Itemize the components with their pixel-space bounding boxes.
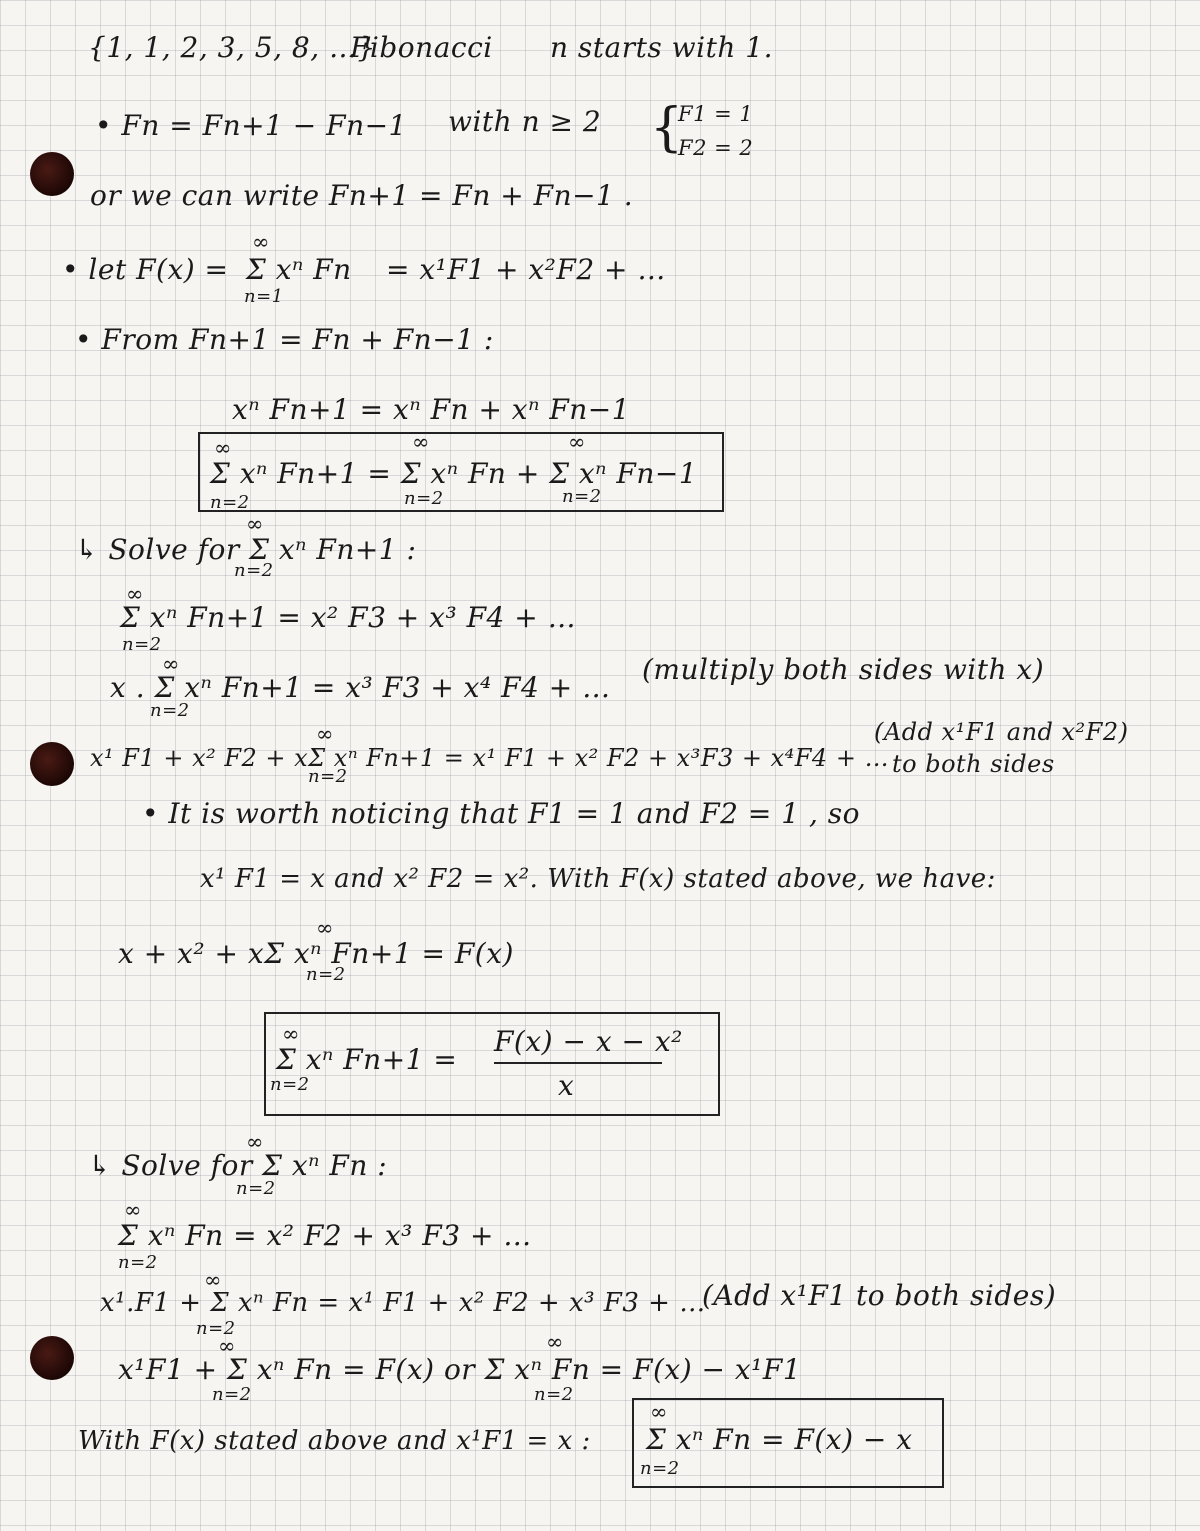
gf-expansion: = x¹F1 + x²F2 + … — [386, 253, 666, 286]
recurrence-condition: with n ≥ 2 — [448, 105, 602, 138]
s2-l3-lower-1: n=2 — [212, 1384, 252, 1405]
s1-line-3-note-1: (Add x¹F1 and x²F2) — [874, 718, 1129, 746]
s1-line-3-note-2: to both sides — [892, 750, 1055, 778]
s1-line-2-note: (multiply both sides with x) — [642, 653, 1045, 686]
s1-line-6: x + x² + xΣ xⁿ Fn+1 = F(x) — [118, 937, 514, 970]
s2-line-1: Σ xⁿ Fn = x² F2 + x³ F3 + … — [118, 1219, 532, 1252]
s2-l3-lower-2: n=2 — [534, 1384, 574, 1405]
s1-l6-lower: n=2 — [306, 964, 346, 985]
gf-sum-upper: ∞ — [252, 230, 270, 254]
s2-line-4: With F(x) stated above and x¹F1 = x : — [78, 1426, 591, 1456]
box1-lower-2: n=2 — [404, 488, 444, 509]
solve-for-heading-2: ↳ Solve for Σ xⁿ Fn : — [88, 1149, 388, 1182]
punch-hole — [30, 742, 74, 786]
s1-l1-upper: ∞ — [126, 582, 144, 606]
s2-l2-lower: n=2 — [196, 1318, 236, 1339]
fibonacci-set: {1, 1, 2, 3, 5, 8, …} — [88, 31, 376, 64]
s1-l2-upper: ∞ — [162, 652, 180, 676]
box3-upper: ∞ — [650, 1400, 668, 1424]
box2-upper: ∞ — [282, 1022, 300, 1046]
s1-l2-lower: n=2 — [150, 700, 190, 721]
s2-l1-upper: ∞ — [124, 1198, 142, 1222]
punch-hole — [30, 1336, 74, 1380]
s2-line-3: x¹F1 + Σ xⁿ Fn = F(x) or Σ xⁿ Fn = F(x) − x¹F1 — [118, 1353, 802, 1386]
s1-l1-lower: n=2 — [122, 634, 162, 655]
s1-head-upper: ∞ — [246, 512, 264, 536]
s2-head-upper: ∞ — [246, 1130, 264, 1154]
fibonacci-word: Fibonacci — [350, 31, 493, 64]
box2-denominator: x — [558, 1069, 575, 1102]
s2-l3-upper-1: ∞ — [218, 1334, 236, 1358]
box3-equation: Σ xⁿ Fn = F(x) − x — [646, 1423, 913, 1456]
box1-lower-3: n=2 — [562, 486, 602, 507]
s1-line-4: • It is worth noticing that F1 = 1 and F2 = 1 , so — [142, 797, 860, 830]
gf-sum-lower: n=1 — [244, 286, 284, 307]
initial-brace: { — [650, 98, 684, 158]
initial-f2: F2 = 2 — [678, 136, 754, 160]
box2-fraction-bar — [494, 1062, 662, 1064]
gf-let: • let F(x) = — [62, 253, 229, 286]
multiplied-recurrence: xⁿ Fn+1 = xⁿ Fn + xⁿ Fn−1 — [232, 393, 631, 426]
recurrence-eq: • Fn = Fn+1 − Fn−1 — [95, 109, 407, 142]
box1-equation: Σ xⁿ Fn+1 = Σ xⁿ Fn + Σ xⁿ Fn−1 — [210, 457, 698, 490]
s1-l3-upper: ∞ — [316, 722, 334, 746]
box1-lower-1: n=2 — [210, 492, 250, 513]
box1-upper-3: ∞ — [568, 430, 586, 454]
s2-l3-upper-2: ∞ — [546, 1330, 564, 1354]
s1-l6-upper: ∞ — [316, 916, 334, 940]
s2-line-2: x¹.F1 + Σ xⁿ Fn = x¹ F1 + x² F2 + x³ F3 + … — [100, 1288, 706, 1318]
box1-upper-1: ∞ — [214, 436, 232, 460]
s1-head-lower: n=2 — [234, 560, 274, 581]
box1-upper-2: ∞ — [412, 430, 430, 454]
punch-hole — [30, 152, 74, 196]
s2-head-lower: n=2 — [236, 1178, 276, 1199]
s1-l3-lower: n=2 — [308, 766, 348, 787]
s1-line-1: Σ xⁿ Fn+1 = x² F3 + x³ F4 + … — [120, 601, 577, 634]
box3-lower: n=2 — [640, 1458, 680, 1479]
initial-f1: F1 = 1 — [678, 102, 754, 126]
solve-for-heading-1: ↳ Solve for Σ xⁿ Fn+1 : — [75, 533, 417, 566]
s2-line-2-note: (Add x¹F1 to both sides) — [702, 1279, 1057, 1312]
box2-lower: n=2 — [270, 1074, 310, 1095]
box2-lhs: Σ xⁿ Fn+1 = — [276, 1043, 458, 1076]
s2-l1-lower: n=2 — [118, 1252, 158, 1273]
s1-line-5: x¹ F1 = x and x² F2 = x². With F(x) stated above, we have: — [200, 864, 996, 894]
s1-line-2: x . Σ xⁿ Fn+1 = x³ F3 + x⁴ F4 + … — [110, 671, 611, 704]
index-note: n starts with 1. — [550, 31, 773, 64]
recurrence-rewrite: or we can write Fn+1 = Fn + Fn−1 . — [90, 179, 634, 212]
gf-sum: Σ xⁿ Fn — [246, 253, 352, 286]
s2-l2-upper: ∞ — [204, 1268, 222, 1292]
from-recurrence: • From Fn+1 = Fn + Fn−1 : — [75, 323, 494, 356]
s1-line-3: x¹ F1 + x² F2 + xΣ xⁿ Fn+1 = x¹ F1 + x² F2 + x³F3 + x⁴F4 + … — [90, 744, 890, 772]
box2-numerator: F(x) − x − x² — [494, 1025, 683, 1058]
